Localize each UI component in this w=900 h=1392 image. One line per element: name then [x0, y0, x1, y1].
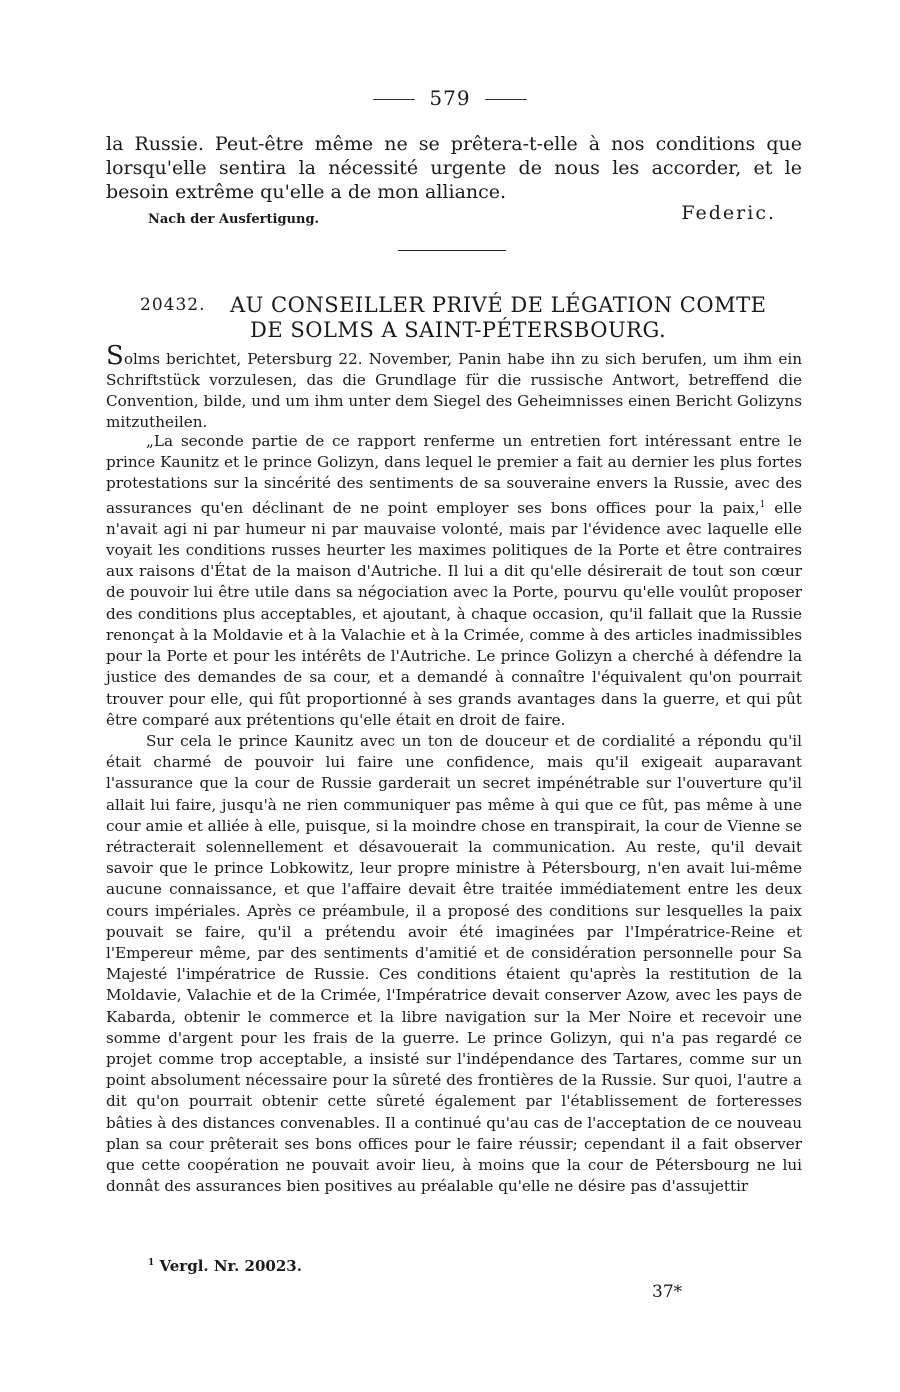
header-dash-right	[485, 99, 527, 100]
summary-text: olms berichtet, Petersburg 22. November, Panin habe ihn zu sich berufen, um ihm ein Schriftstück vorzulesen, das die Grundlage für die russische Antwort, betreffend die Convention, bilde, und um ihm unter dem Siegel des Geheimnisses einen Bericht Golizyns mitzutheilen.	[106, 350, 802, 431]
signature-line	[148, 202, 776, 228]
section-divider	[398, 250, 506, 251]
summary-initial: S	[106, 341, 124, 371]
body-paragraph-1	[106, 431, 802, 731]
page-header	[0, 86, 900, 110]
continuation-text: la Russie. Peut-être même ne se prêtera-t-elle à nos conditions que lorsqu'elle sentira la nécessité urgente de nous les accorder, et le besoin extrême qu'elle a de mon alliance.	[106, 133, 802, 203]
sheet-signature: 37*	[652, 1282, 683, 1302]
source-note: Nach der Ausfertigung.	[148, 212, 320, 227]
body-paragraph-2: Sur cela le prince Kaunitz avec un ton de douceur et de cordialité a répondu qu'il était charmé de pouvoir lui faire une confidence, mais qu'il exigeait auparavant l'assurance que la cour de Russie garderait un secret impénétrable sur l'ouverture qu'il allait lui faire, jusqu'à ne rien communiquer pas même à qui que ce fût, pas même à une cour amie et alliée à elle, puisque, si la moindre chose en transpirait, la cour de Vienne se rétracterait solennellement et désavouerait la communication. Au reste, qu'il devait savoir que le prince Lobkowitz, leur propre ministre à Pétersbourg, n'en avait lui-même aucune connaissance, et que l'affaire devait être traitée immédiatement entre les deux cours impériales. Après ce préambule, il a proposé des conditions sur lesquelles la paix pouvait se faire, qu'il a prétendu avoir été imaginées par l'Impératrice-Reine et l'Empereur même, par des sentiments d'amitié et de considération personnelle pour Sa Majesté l'impératrice de Russie. Ces conditions étaient qu'après la restitution de la Moldavie, Valachie et de la Crimée, l'Impératrice devait conserver Azow, avec les pays de Kabarda, obtenir le commerce et la libre navigation sur la Mer Noire et recevoir une somme d'argent pour les frais de la guerre. Le prince Golizyn, qui n'a pas regardé ce projet comme trop acceptable, a insisté sur l'indépendance des Tartares, comme sur un point absolument nécessaire pour la sûreté des frontières de la Russie. Sur quoi, l'autre a dit qu'on pourrait obtenir cette sûreté également par l'établissement de forteresses bâties à des distances convenables. Il a continué qu'au cas de l'acceptation de ce nouveau plan sa cour prêterait ses bons offices pour le faire réussir; cependant il a fait observer que cette coopération ne pouvait avoir lieu, à moins que la cour de Pétersbourg ne lui donnât des assurances bien positives au préalable qu'elle ne désire pas d'assujettir	[106, 731, 802, 1196]
summary-paragraph	[106, 341, 802, 433]
paragraph1-part1: „La seconde partie de ce rapport renferme un entretien fort intéressant entre le prince Kaunitz et le prince Golizyn, dans lequel le premier a fait au dernier les plus fortes protestations sur la sincérité des sentiments de sa souveraine envers la Russie, avec des assurances qu'en déclinant de ne point employer ses bons offices pour la paix,	[106, 432, 802, 517]
paragraph1-part2: elle n'avait agi ni par humeur ni par mauvaise volonté, mais par l'évidence avec laquelle elle voyait les conditions russes heurter les maximes politiques de la Porte et être contraires aux raisons d'État de la maison d'Autriche. Il lui a dit qu'elle désirerait de tout son cœur de pouvoir lui être utile dans sa négociation avec la Porte, pourvu qu'elle voulût proposer des conditions plus acceptables, et ajoutant, à chaque occasion, qu'il fallait que la Russie renonçat à la Moldavie et à la Valachie et à la Crimée, comme à des articles inadmissibles pour la Porte et pour les intérêts de l'Autriche. Le prince Golizyn a cherché à défendre la justice des demandes de sa cour, et a demandé à connaître l'équivalent qu'on pourrait trouver pour elle, qui fût proportionné à ses grands avantages dans la guerre, et qui pût être comparé aux prétentions qu'elle était en droit de faire.	[106, 498, 802, 729]
page-number: 579	[429, 86, 471, 110]
footnote-mark: 1	[148, 1258, 155, 1268]
footnote-text: Vergl. Nr. 20023.	[159, 1257, 302, 1275]
header-dash-left	[373, 99, 415, 100]
document-title-line1: AU CONSEILLER PRIVÉ DE LÉGATION COMTE	[230, 293, 767, 317]
signature-name: Federic.	[681, 202, 776, 224]
footnote	[148, 1257, 302, 1275]
continuation-paragraph	[106, 132, 802, 204]
german-summary	[106, 341, 802, 433]
letter-body	[106, 431, 802, 1197]
footnote-reference[interactable]: 1	[759, 499, 766, 510]
document-number: 20432.	[140, 295, 206, 315]
document-title-line2: DE SOLMS A SAINT-PÉTERSBOURG.	[250, 318, 667, 342]
